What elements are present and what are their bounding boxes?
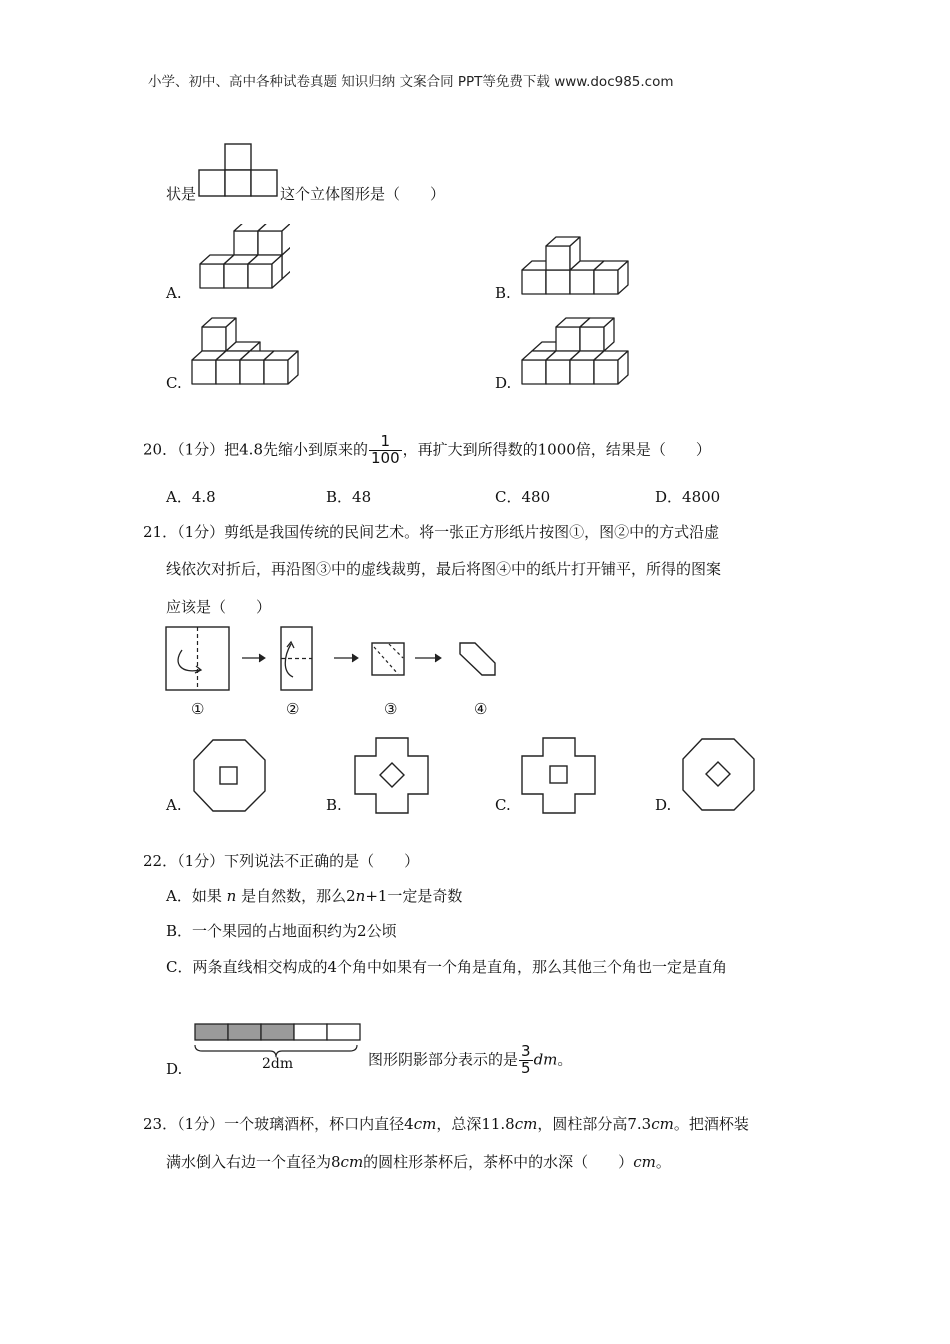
q20-frac-num: 1 bbox=[369, 434, 402, 451]
q22-option-d-label[interactable]: D. bbox=[166, 1060, 183, 1078]
q20-score: （1分） bbox=[177, 440, 225, 459]
q21-stem-line3: 应该是（ ） bbox=[166, 598, 272, 616]
q21-option-d-figure[interactable] bbox=[681, 737, 757, 813]
q19-front-view-figure bbox=[198, 142, 280, 198]
q22-optd-unit: dm bbox=[533, 1050, 558, 1069]
q22-option-a[interactable]: A．如果 n 是自然数，那么2n+1一定是奇数 bbox=[166, 887, 463, 905]
cube bbox=[594, 351, 628, 384]
q19-option-b-label[interactable]: B. bbox=[495, 284, 511, 302]
cube bbox=[594, 261, 628, 294]
q20-stem bbox=[143, 434, 711, 467]
page-header: 小学、初中、高中各种试卷真题 知识归纳 文案合同 PPT等免费下载 www.doc985.com bbox=[148, 74, 674, 90]
q22-bar-figure bbox=[192, 1020, 364, 1060]
cube bbox=[264, 351, 298, 384]
cube bbox=[202, 318, 236, 351]
q22-option-c[interactable]: C．两条直线相交构成的4个角中如果有一个角是直角，那么其他三个角也一定是直角 bbox=[166, 958, 728, 976]
q21-step-label-1: ① bbox=[191, 700, 205, 718]
q23-stem-line2: 满水倒入右边一个直径为8cm的圆柱形茶杯后，茶杯中的水深（ ）cm。 bbox=[166, 1153, 671, 1171]
q21-folding-steps-figure bbox=[160, 622, 520, 698]
q22-score: （1分） bbox=[177, 852, 225, 870]
bar-cell-empty bbox=[327, 1024, 360, 1040]
q19-option-d-label[interactable]: D. bbox=[495, 374, 512, 392]
q21-number: 21． bbox=[143, 523, 178, 541]
q20-frac-den: 100 bbox=[371, 448, 400, 467]
q20-option-a[interactable]: A．4.8 bbox=[166, 488, 216, 506]
q21-stem-line1 bbox=[143, 521, 719, 542]
q21-score: （1分） bbox=[177, 523, 225, 541]
q19-text-suffix: 这个立体图形是（ ） bbox=[280, 185, 446, 203]
q21-option-a-label[interactable]: A. bbox=[166, 796, 182, 814]
q23-number: 23． bbox=[143, 1115, 178, 1133]
q22-optd-fraction: $\frac{3}{5}$ bbox=[521, 1042, 531, 1077]
bar-cell-shaded bbox=[195, 1024, 228, 1040]
q20-number: 20． bbox=[143, 440, 178, 459]
cube bbox=[258, 224, 290, 255]
q20-text-b: ，再扩大到所得数的1000倍，结果是（ ） bbox=[402, 440, 711, 459]
q19-option-d-figure[interactable] bbox=[520, 308, 635, 390]
q22-option-d-text: 图形阴影部分表示的是 $\frac{3}{5}$ dm。 bbox=[368, 1042, 573, 1077]
q20-fraction bbox=[369, 434, 402, 467]
q21-option-c-label[interactable]: C. bbox=[495, 796, 511, 814]
q21-step-label-2: ② bbox=[286, 700, 300, 718]
cube bbox=[580, 318, 614, 351]
q21-option-b-figure[interactable] bbox=[352, 736, 432, 816]
q19-text-prefix: 状是 bbox=[166, 185, 197, 203]
bar-cell-shaded bbox=[228, 1024, 261, 1040]
q21-line1: 剪纸是我国传统的民间艺术。将一张正方形纸片按图①，图②中的方式沿虚 bbox=[224, 523, 720, 541]
q20-text-a: 把4.8先缩小到原来的 bbox=[224, 440, 368, 459]
bar-cell-empty bbox=[294, 1024, 327, 1040]
q22-optd-text: 图形阴影部分表示的是 bbox=[368, 1050, 519, 1069]
q21-step-label-3: ③ bbox=[384, 700, 398, 718]
q21-option-d-label[interactable]: D. bbox=[655, 796, 672, 814]
bar-cell-shaded bbox=[261, 1024, 294, 1040]
q20-option-d[interactable]: D．4800 bbox=[655, 488, 721, 506]
q21-stem-line2: 线依次对折后，再沿图③中的虚线裁剪，最后将图④中的纸片打开铺平，所得的图案 bbox=[166, 560, 722, 578]
cube bbox=[546, 237, 580, 270]
q19-option-c-figure[interactable] bbox=[190, 308, 305, 390]
q22-text: 下列说法不正确的是（ ） bbox=[224, 852, 420, 870]
q19-option-c-label[interactable]: C. bbox=[166, 374, 182, 392]
q22-bar-label: 2dm bbox=[262, 1056, 294, 1072]
q21-step-label-4: ④ bbox=[474, 700, 488, 718]
q19-option-b-figure[interactable] bbox=[520, 232, 645, 300]
q20-option-b[interactable]: B．48 bbox=[326, 488, 372, 506]
q22-number: 22． bbox=[143, 852, 178, 870]
q21-option-b-label[interactable]: B. bbox=[326, 796, 342, 814]
q23-score: （1分） bbox=[177, 1115, 225, 1133]
q22-option-b[interactable]: B．一个果园的占地面积约为2公顷 bbox=[166, 922, 397, 940]
q21-option-c-figure[interactable] bbox=[519, 736, 599, 816]
cube bbox=[248, 255, 282, 288]
q22-stem bbox=[143, 850, 419, 871]
q21-option-a-figure[interactable] bbox=[192, 738, 268, 814]
q20-option-c[interactable]: C．480 bbox=[495, 488, 551, 506]
q19-option-a-label[interactable]: A. bbox=[166, 284, 182, 302]
q23-stem-line1: 23．（1分）一个玻璃酒杯，杯口内直径4cm，总深11.8cm，圆柱部分高7.3cm。把酒杯装 bbox=[143, 1115, 749, 1133]
q19-option-a-figure[interactable] bbox=[190, 224, 290, 300]
